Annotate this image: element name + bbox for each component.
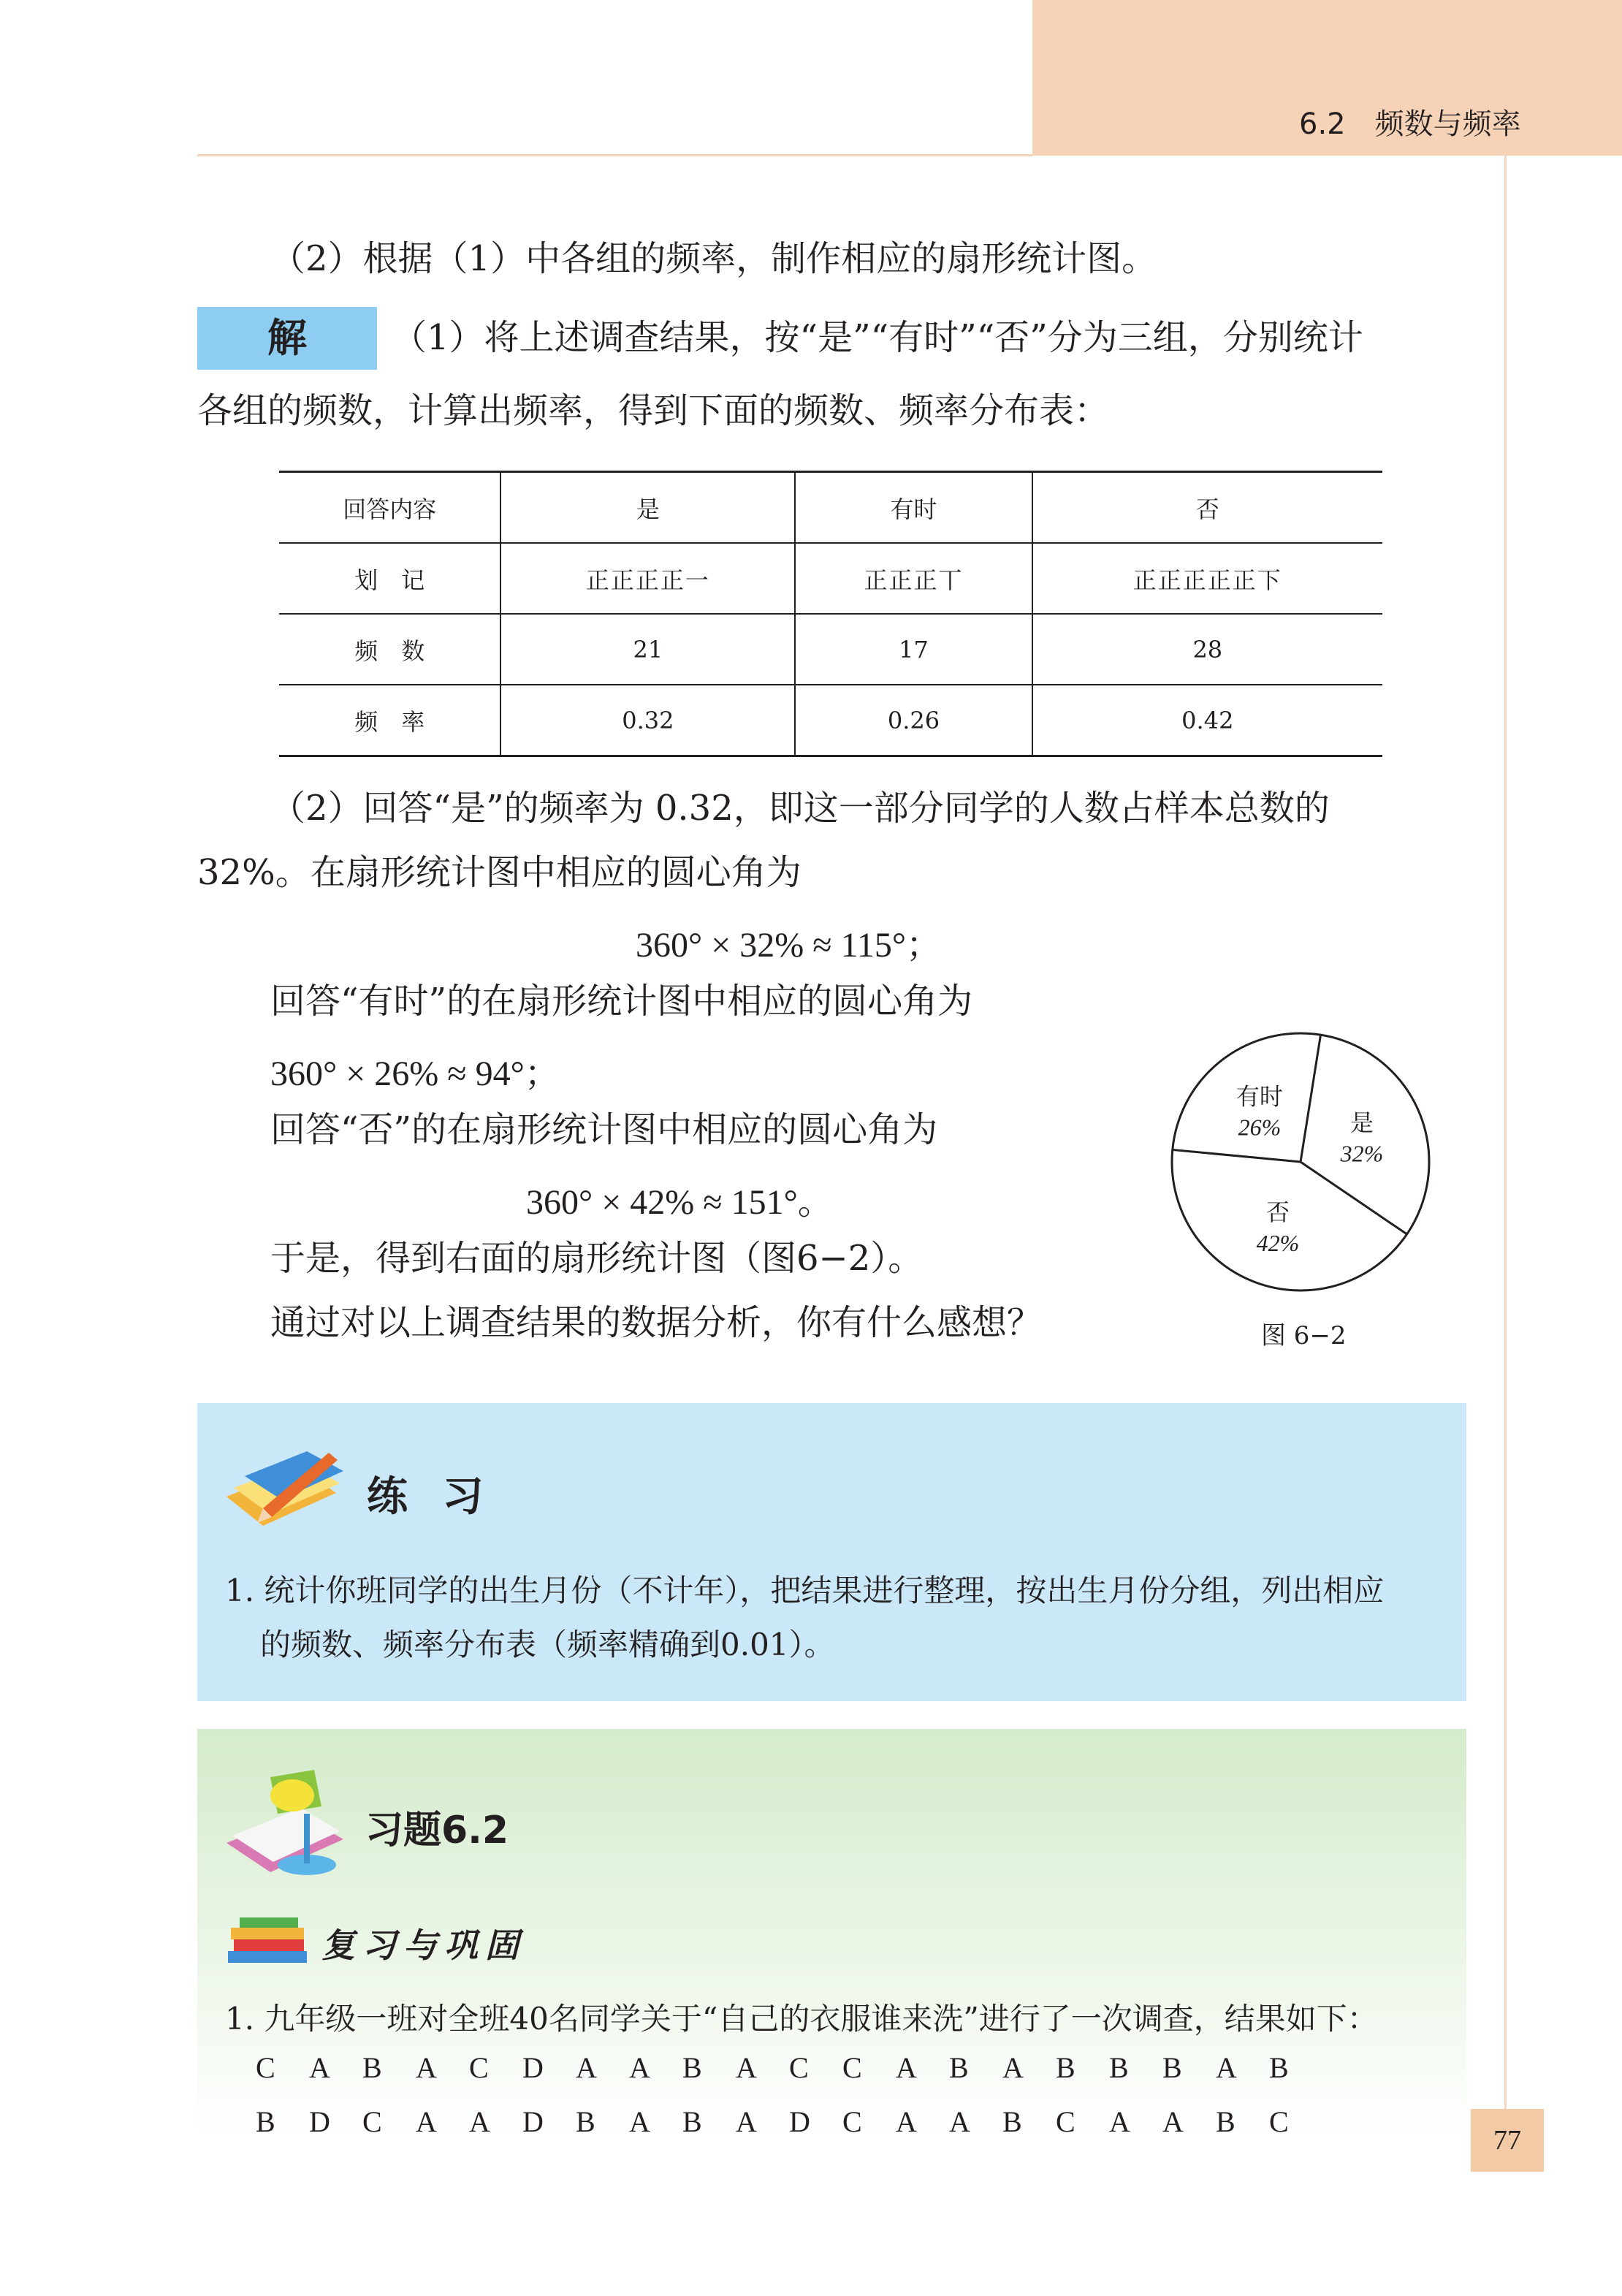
- answer-letter: A: [629, 2051, 650, 2084]
- pie-slice-percent: 32%: [1340, 1140, 1384, 1167]
- pie-slice-label: 有时: [1235, 1082, 1283, 1111]
- pie-slice-label: 是: [1349, 1109, 1374, 1137]
- answer-letter: D: [309, 2105, 330, 2138]
- answer-letter: C: [789, 2051, 809, 2084]
- table-cell: 频 率: [279, 685, 500, 756]
- answer-letter: A: [576, 2051, 597, 2084]
- part2-line-2: 32%。在扇形统计图中相应的圆心角为: [197, 852, 802, 893]
- practice-title: 练 习: [367, 1473, 494, 1521]
- answer-letter: A: [896, 2105, 917, 2138]
- review-subsection-title: 复习与巩固: [321, 1926, 526, 1965]
- answer-letter: B: [1002, 2105, 1022, 2138]
- table-cell: 17: [795, 614, 1032, 685]
- exercise-title: 习题6.2: [365, 1809, 509, 1852]
- practice-item-1-line-2: 的频数、频率分布表（频率精确到0.01）。: [260, 1627, 835, 1662]
- equation-2: 360° × 26% ≈ 94°；: [270, 1054, 560, 1093]
- table-header-cell: 回答内容: [279, 472, 500, 544]
- answer-letter: A: [896, 2051, 917, 2084]
- table-cell: 0.42: [1032, 685, 1382, 756]
- part2-line-3: 回答“有时”的在扇形统计图中相应的圆心角为: [270, 981, 973, 1022]
- answer-letter: A: [416, 2051, 437, 2084]
- answer-letter: B: [1216, 2105, 1235, 2138]
- table-row: [279, 543, 1382, 614]
- stacked-books-icon: [224, 1913, 311, 1969]
- part2-line-6: 通过对以上调查结果的数据分析，你有什么感想？: [270, 1302, 1043, 1343]
- answer-letter: B: [256, 2105, 275, 2138]
- pie-slice-percent: 26%: [1238, 1114, 1282, 1141]
- answer-letter: A: [949, 2105, 970, 2138]
- answer-letter: C: [842, 2105, 862, 2138]
- equation-1: 360° × 32% ≈ 115°；: [636, 926, 942, 965]
- tally-cell: 正正正丅: [795, 543, 1032, 614]
- answer-letter: A: [736, 2051, 757, 2084]
- answer-letter: D: [522, 2105, 544, 2138]
- answer-letter: B: [1109, 2051, 1129, 2084]
- pie-chart: [1162, 1023, 1439, 1301]
- table-cell: 0.26: [795, 685, 1032, 756]
- answer-letter: B: [682, 2105, 702, 2138]
- solution-line-1: （1）将上述调查结果，按“是”“有时”“否”分为三组，分别统计: [392, 317, 1363, 358]
- answer-letter: A: [736, 2105, 757, 2138]
- books-pencil-icon: [219, 1438, 351, 1540]
- table-header-cell: 否: [1032, 472, 1382, 544]
- practice-item-1-line-1: 1. 统计你班同学的出生月份（不计年），把结果进行整理，按出生月份分组，列出相应: [225, 1573, 1385, 1608]
- table-header-cell: 有时: [795, 472, 1032, 544]
- answer-letter: A: [629, 2105, 650, 2138]
- pie-slice-label: 否: [1265, 1198, 1290, 1227]
- answer-letter: A: [1002, 2051, 1024, 2084]
- page-number: 77: [1493, 2125, 1521, 2156]
- exercise-item-1: 1. 九年级一班对全班40名同学关于“自己的衣服谁来洗”进行了一次调查，结果如下：: [225, 2001, 1378, 2037]
- answer-letter: B: [576, 2105, 595, 2138]
- header-rule: [197, 154, 1032, 156]
- answer-letter: A: [1109, 2105, 1130, 2138]
- answer-letter: D: [789, 2105, 810, 2138]
- answer-letter: C: [1056, 2105, 1075, 2138]
- answer-letter: C: [1269, 2105, 1289, 2138]
- table-cell: 21: [500, 614, 795, 685]
- tally-cell: 正正正正正下: [1032, 543, 1382, 614]
- answer-letter: A: [309, 2051, 330, 2084]
- table-row: [279, 614, 1382, 685]
- solution-label: 解: [267, 315, 307, 361]
- table-cell: 28: [1032, 614, 1382, 685]
- answers-row-1: [256, 2050, 1322, 2085]
- margin-rule: [1504, 154, 1507, 2171]
- answer-letter: A: [1162, 2105, 1184, 2138]
- answer-letter: C: [256, 2051, 275, 2084]
- answer-letter: B: [1056, 2051, 1075, 2084]
- part2-line-4: 回答“否”的在扇形统计图中相应的圆心角为: [270, 1109, 938, 1150]
- desk-lamp-book-icon: [219, 1763, 358, 1887]
- answer-letter: C: [362, 2105, 382, 2138]
- frequency-table: [279, 471, 1382, 757]
- figure-caption: 图 6−2: [1261, 1321, 1347, 1350]
- answer-letter: B: [1269, 2051, 1289, 2084]
- part2-line-5: 于是，得到右面的扇形统计图（图6−2）。: [270, 1238, 924, 1279]
- question-2: （2）根据（1）中各组的频率，制作相应的扇形统计图。: [270, 238, 1157, 279]
- answer-letter: C: [842, 2051, 862, 2084]
- equation-3: 360° × 42% ≈ 151°。: [526, 1183, 833, 1222]
- section-title: 6.2 频数与频率: [1299, 107, 1521, 141]
- answer-letter: A: [416, 2105, 437, 2138]
- table-cell: 频 数: [279, 614, 500, 685]
- answers-row-2: [256, 2105, 1322, 2139]
- table-cell: 0.32: [500, 685, 795, 756]
- answer-letter: A: [469, 2105, 490, 2138]
- answer-letter: B: [682, 2051, 702, 2084]
- pie-slice-percent: 42%: [1256, 1230, 1300, 1257]
- part2-line-1: （2）回答“是”的频率为 0.32，即这一部分同学的人数占样本总数的: [270, 788, 1330, 829]
- table-header-cell: 是: [500, 472, 795, 544]
- answer-letter: D: [522, 2051, 544, 2084]
- answer-letter: B: [949, 2051, 969, 2084]
- table-row: [279, 685, 1382, 756]
- answer-letter: A: [1216, 2051, 1237, 2084]
- table-cell: 划 记: [279, 543, 500, 614]
- solution-line-2: 各组的频数，计算出频率，得到下面的频数、频率分布表：: [197, 390, 1110, 431]
- table-header-row: [279, 472, 1382, 544]
- answer-letter: C: [469, 2051, 489, 2084]
- answer-letter: B: [1162, 2051, 1182, 2084]
- tally-cell: 正正正正一: [500, 543, 795, 614]
- answer-letter: B: [362, 2051, 382, 2084]
